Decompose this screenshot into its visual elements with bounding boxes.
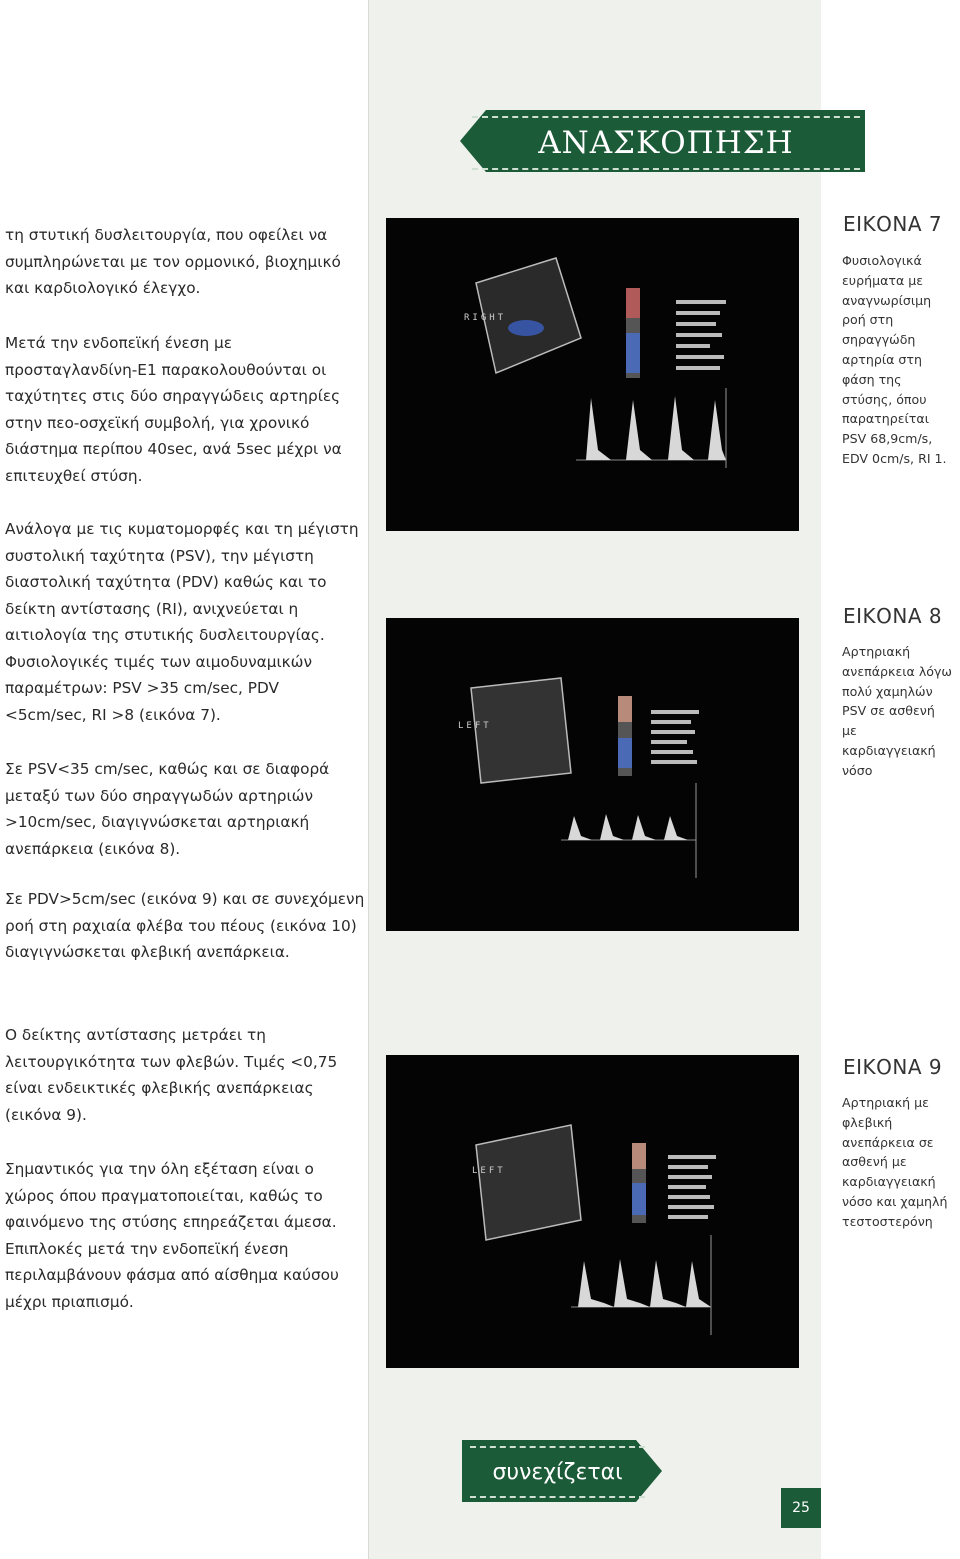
paragraph: Ο δείκτης αντίστασης μετράει τη λειτουργικότητα των φλεβών. Τιμές <0,75 είναι ενδεικτικές φλεβικής ανεπάρκειας (εικόνα 9). — [5, 1026, 338, 1124]
figure-caption: Αρτηριακή ανεπάρκεια λόγω πολύ χαμηλών PSV σε ασθενή με καρδιαγγειακή νόσο — [842, 644, 952, 778]
text-block-1 — [5, 222, 365, 302]
paragraph: Μετά την ενδοπεϊκή ένεση με προσταγλανδίνη-Ε1 παρακολουθούνται οι ταχύτητες στις δύο σηραγγώδεις αρτηρίες στην πεο-οσχεϊκή συμβολή, για χρονικό διάστημα περίπου 40sec, ανά 5sec μέχρι να επιτευχθεί στύση. — [5, 334, 342, 485]
ultrasound-image-9 — [386, 1055, 799, 1368]
side-label: RIGHT — [464, 313, 507, 323]
paragraph: τη στυτική δυσλειτουργία, που οφείλει να συμπληρώνεται με τον ορμονικό, βιοχημικό και καρδιολογικό έλεγχο. — [5, 226, 341, 297]
figure-caption: Φυσιολογικά ευρήματα με αναγνωρίσιμη ροή στη σηραγγώδη αρτηρία στη φάση της στύσης, όπου παρατηρείται PSV 68,9cm/s, EDV 0cm/s, RI 1. — [842, 253, 947, 466]
text-block-4 — [5, 756, 365, 862]
text-block-5 — [5, 886, 365, 966]
paragraph: Σε PDV>5cm/sec (εικόνα 9) και σε συνεχόμενη ροή στη ραχιαία φλέβα του πέους (εικόνα 10) διαγιγνώσκεται φλεβική ανεπάρκεια. — [5, 890, 365, 961]
text-block-3 — [5, 516, 365, 728]
ultrasound-image-8 — [386, 618, 799, 931]
continue-label: συνεχίζεται — [470, 1446, 645, 1498]
text-block-2 — [5, 330, 365, 489]
text-block-6 — [5, 1022, 365, 1128]
section-title: ΑΝΑΣΚΟΠΗΣΗ — [472, 116, 860, 170]
text-block-7 — [5, 1156, 365, 1315]
page-number: 25 — [781, 1488, 821, 1528]
side-label: LEFT — [458, 721, 492, 731]
paragraph: Σε PSV<35 cm/sec, καθώς και σε διαφορά μεταξύ των δύο σηραγγωδών αρτηριών >10cm/sec, διαγιγνώσκεται αρτηριακή ανεπάρκεια (εικόνα 8). — [5, 760, 330, 858]
figure-label: ΕΙΚΟΝΑ 8 — [843, 604, 943, 628]
side-label: LEFT — [472, 1166, 506, 1176]
paragraph: Σημαντικός για την όλη εξέταση είναι ο χώρος όπου πραγματοποιείται, καθώς το φαινόμενο της στύσης επηρεάζεται άμεσα. Επιπλοκές μετά την ενδοπεϊκή ένεση περιλαμβάνουν φάσμα από αίσθημα καύσου μέχρι πριαπισμό. — [5, 1160, 339, 1311]
figure-label: ΕΙΚΟΝΑ 9 — [843, 1055, 943, 1079]
ultrasound-image-7 — [386, 218, 799, 531]
paragraph: Ανάλογα με τις κυματομορφές και τη μέγιστη συστολική ταχύτητα (PSV), την μέγιστη διαστολική ταχύτητα (PDV) καθώς και το δείκτη αντίστασης (RI), ανιχνεύεται η αιτιολογία της στυτικής δυσλειτουργίας. Φυσιολογικές τιμές των αιμοδυναμικών παραμέτρων: PSV >35 cm/sec, PDV <5cm/sec, RI >8 (εικόνα 7). — [5, 520, 359, 724]
figure-caption: Αρτηριακή με φλεβική ανεπάρκεια σε ασθενή με καρδιαγγειακή νόσο και χαμηλή τεστοστερόνη — [842, 1095, 948, 1229]
figure-label: ΕΙΚΟΝΑ 7 — [843, 212, 943, 236]
